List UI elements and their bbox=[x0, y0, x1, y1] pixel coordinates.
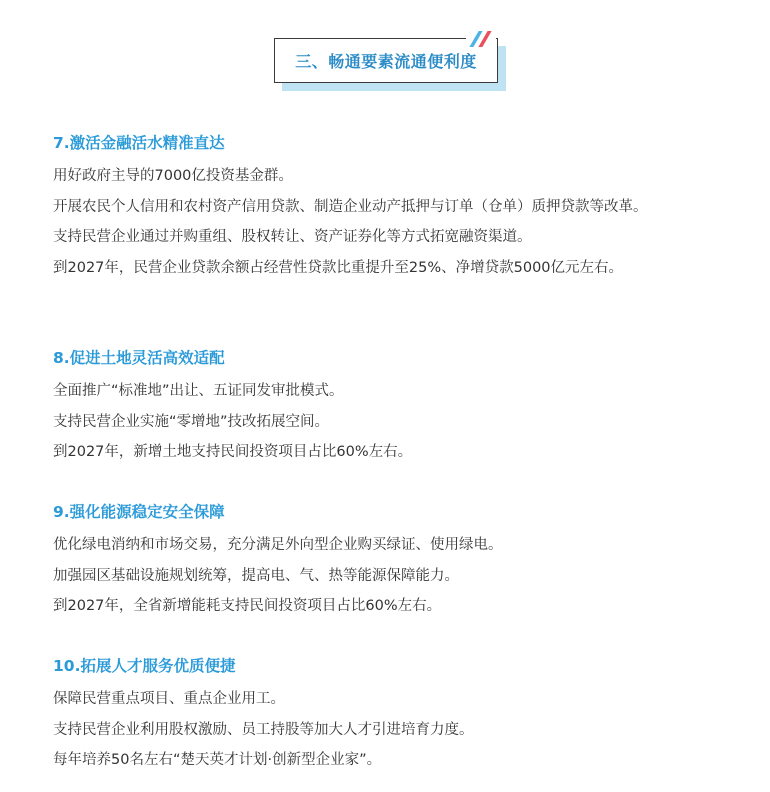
section-heading: 8.促进土地灵活高效适配 bbox=[53, 349, 225, 367]
paragraph: 开展农民个人信用和农村资产信用贷款、制造企业动产抵押与订单（仓单）质押贷款等改革。 bbox=[53, 198, 648, 215]
section-finance bbox=[53, 130, 743, 283]
section-talent bbox=[53, 653, 743, 776]
paragraph: 用好政府主导的7000亿投资基金群。 bbox=[53, 168, 293, 184]
paragraph: 优化绿电消纳和市场交易，充分满足外向型企业购买绿证、使用绿电。 bbox=[53, 537, 503, 553]
paragraph: 每年培养50名左右“楚天英才计划·创新型企业家”。 bbox=[53, 752, 382, 768]
header-box bbox=[274, 38, 498, 83]
paragraph: 支持民营企业通过并购重组、股权转让、资产证券化等方式拓宽融资渠道。 bbox=[53, 229, 532, 245]
section-energy bbox=[53, 499, 743, 622]
slash-decoration-icon bbox=[466, 31, 496, 47]
section-heading: 10.拓展人才服务优质便捷 bbox=[53, 657, 236, 675]
paragraph: 支持民营企业实施“零增地”技改拓展空间。 bbox=[53, 413, 330, 430]
section-land bbox=[53, 345, 743, 468]
paragraph: 支持民营企业利用股权激励、员工持股等加大人才引进培育力度。 bbox=[53, 721, 474, 738]
section-header bbox=[274, 38, 506, 91]
paragraph: 到2027年，新增土地支持民间投资项目占比60%左右。 bbox=[53, 444, 413, 460]
paragraph: 到2027年，民营企业贷款余额占经营性贷款比重提升至25%、净增贷款5000亿元左右。 bbox=[53, 259, 624, 276]
paragraph: 保障民营重点项目、重点企业用工。 bbox=[53, 691, 285, 707]
section-heading: 7.激活金融活水精准直达 bbox=[53, 134, 225, 152]
section-heading: 9.强化能源稳定安全保障 bbox=[53, 503, 225, 521]
paragraph: 全面推广“标准地”出让、五证同发审批模式。 bbox=[53, 383, 344, 399]
paragraph: 加强园区基础设施规划统筹，提高电、气、热等能源保障能力。 bbox=[53, 567, 459, 584]
section-title: 三、畅通要素流通便利度 bbox=[295, 52, 477, 71]
paragraph: 到2027年，全省新增能耗支持民间投资项目占比60%左右。 bbox=[53, 598, 442, 614]
